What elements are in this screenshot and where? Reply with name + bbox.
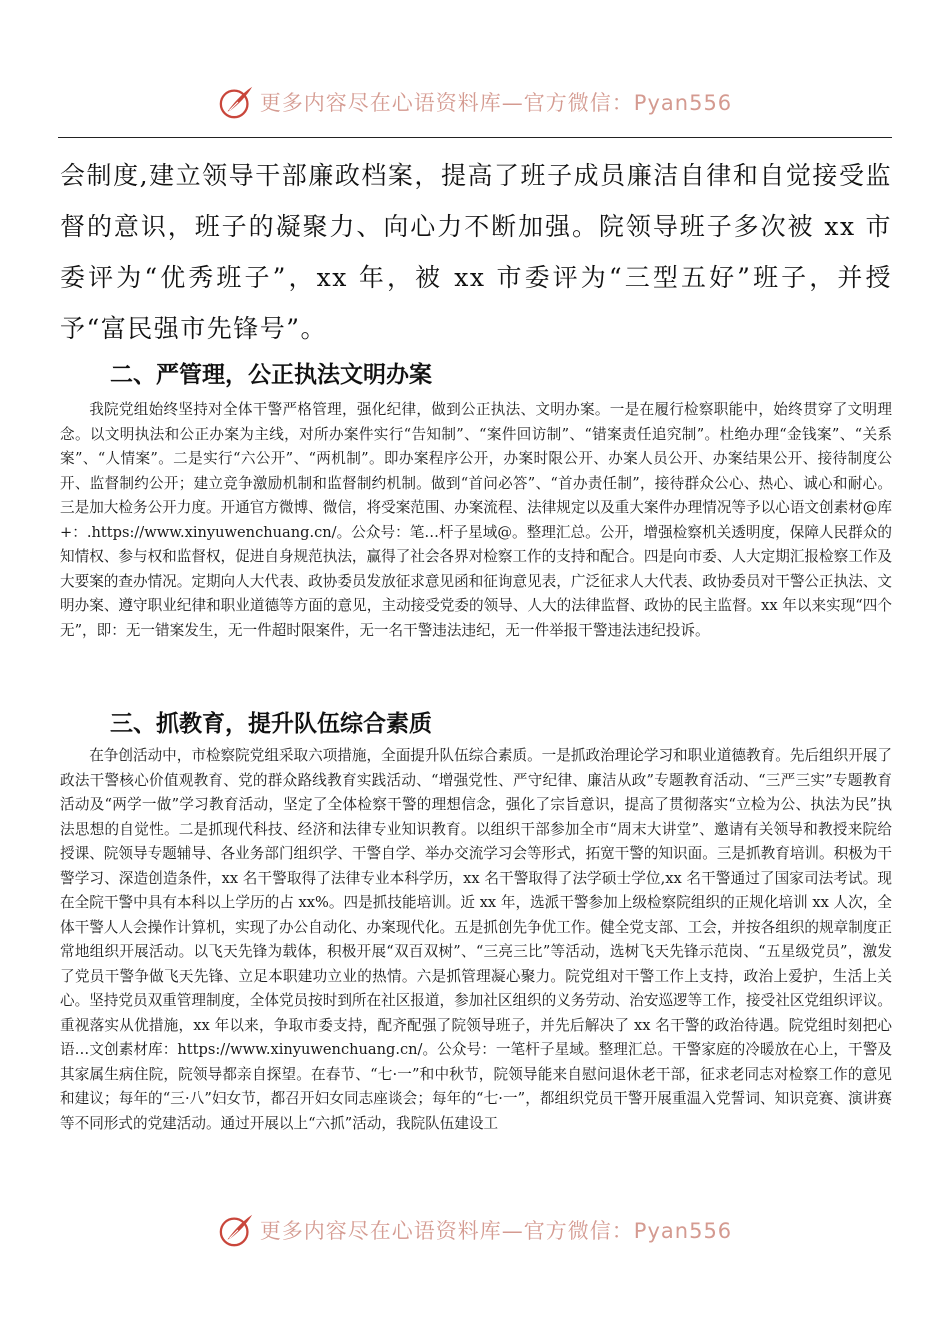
- section-heading-2: 二、严管理，公正执法文明办案: [110, 362, 432, 388]
- header-banner: [0, 80, 950, 124]
- intro-paragraph: 会制度,建立领导干部廉政档案，提高了班子成员廉洁自律和自觉接受监督的意识，班子的凝聚力、向心力不断加强。院领导班子多次被 xx 市委评为“优秀班子”，xx 年，被 xx 市委评为“三型五好”班子，并授予“富民强市先锋号”。: [60, 161, 892, 343]
- section-body-2: 我院党组始终坚持对全体干警严格管理，强化纪律，做到公正执法、文明办案。一是在履行检察职能中，始终贯穿了文明理念。以文明执法和公正办案为主线，对所办案件实行“告知制”、“案件回访制”、“错案责任追究制”。杜绝办理“金钱案”、“关系案”、“人情案”。二是实行“六公开”、“两机制”。即办案程序公开，办案时限公开、办案人员公开、办案结果公开、接待制度公开、监督制约公开；建立竞争激励机制和监督制约机制。做到“首问必答”、“首办责任制”，接待群众公心、热心、诚心和耐心。三是加大检务公开力度。开通官方微博、微信，将受案范围、办案流程、法律规定以及重大案件办理情况等予以心语文创素材@库+：.https://www.xinyuwenchuang.cn/。公众号：笔…杆子星域@。整理汇总。公开，增强检察机关透明度，保障人民群众的知情权、参与权和监督权，促进自身规范执法，赢得了社会各界对检察工作的支持和配合。四是向市委、人大定期汇报检察工作及大要案的查办情况。定期向人大代表、政协委员发放征求意见函和征询意见表，广泛征求人大代表、政协委员对干警公正执法、文明办案、遵守职业纪律和职业道德等方面的意见，主动接受党委的领导、人大的法律监督、政协的民主监督。xx 年以来实现“四个无”，即：无一错案发生，无一件超时限案件，无一名干警违法违纪，无一件举报干警违法违纪投诉。: [60, 401, 892, 639]
- header-divider: [58, 137, 892, 138]
- section-heading-3: 三、抓教育，提升队伍综合素质: [110, 711, 432, 737]
- section-body-3: 在争创活动中，市检察院党组采取六项措施，全面提升队伍综合素质。一是抓政治理论学习和职业道德教育。先后组织开展了政法干警核心价值观教育、党的群众路线教育实践活动、“增强党性、严守纪律、廉洁从政”专题教育活动、“三严三实”专题教育活动及“两学一做”学习教育活动，坚定了全体检察干警的理想信念，强化了宗旨意识，提高了贯彻落实“立检为公、执法为民”执法思想的自觉性。二是抓现代科技、经济和法律专业知识教育。以组织干部参加全市“周末大讲堂”、邀请有关领导和教授来院给授课、院领导专题辅导、各业务部门组织学、干警自学、举办交流学习会等形式，拓宽干警的知识面。三是抓教育培训。积极为干警学习、深造创造条件，xx 名干警取得了法律专业本科学历，xx 名干警取得了法学硕士学位,xx 名干警通过了国家司法考试。现在全院干警中具有本科以上学历的占 xx%。四是抓技能培训。近 xx 年，选派干警参加上级检察院组织的正规化培训 xx 人次，全体干警人人会操作计算机，实现了办公自动化、办案现代化。五是抓创先争优工作。健全党支部、工会，并按各组织的规章制度正常地组织开展活动。以飞天先锋为载体，积极开展“双百双树”、“三亮三比”等活动，选树飞天先锋示范岗、“五星级党员”，激发了党员干警争做飞天先锋、立足本职建功立业的热情。六是抓管理凝心聚力。院党组对干警工作上支持，政治上爱护，生活上关心。坚持党员双重管理制度，全体党员按时到所在社区报道，参加社区组织的义务劳动、治安巡逻等工作，接受社区党组织评议。重视落实从优措施，xx 年以来，争取市委支持，配齐配强了院领导班子，并先后解决了 xx 名干警的政治待遇。院党组时刻把心语…文创素材库：https://www.xinyuwenchuang.cn/。公众号：一笔杆子星域。整理汇总。干警家庭的冷暖放在心上，干警及其家属生病住院，院领导都亲自探望。在春节、“七·一”和中秋节，院领导能来自慰问退休老干部，征求老同志对检察工作的意见和建议；每年的“三·八”妇女节，都召开妇女同志座谈会；每年的“七·一”，都组织党员干警开展重温入党誓词、知识竞赛、演讲赛等不同形式的党建活动。通过开展以上“六抓”活动，我院队伍建设工: [60, 747, 892, 1132]
- footer-banner-text: 更多内容尽在心语资料库—官方微信：Pyan556: [259, 1219, 733, 1243]
- quill-logo-icon: [218, 1211, 256, 1249]
- header-banner-text: 更多内容尽在心语资料库—官方微信：Pyan556: [259, 91, 733, 115]
- quill-logo-icon: [218, 83, 256, 121]
- footer-banner: [0, 1208, 950, 1252]
